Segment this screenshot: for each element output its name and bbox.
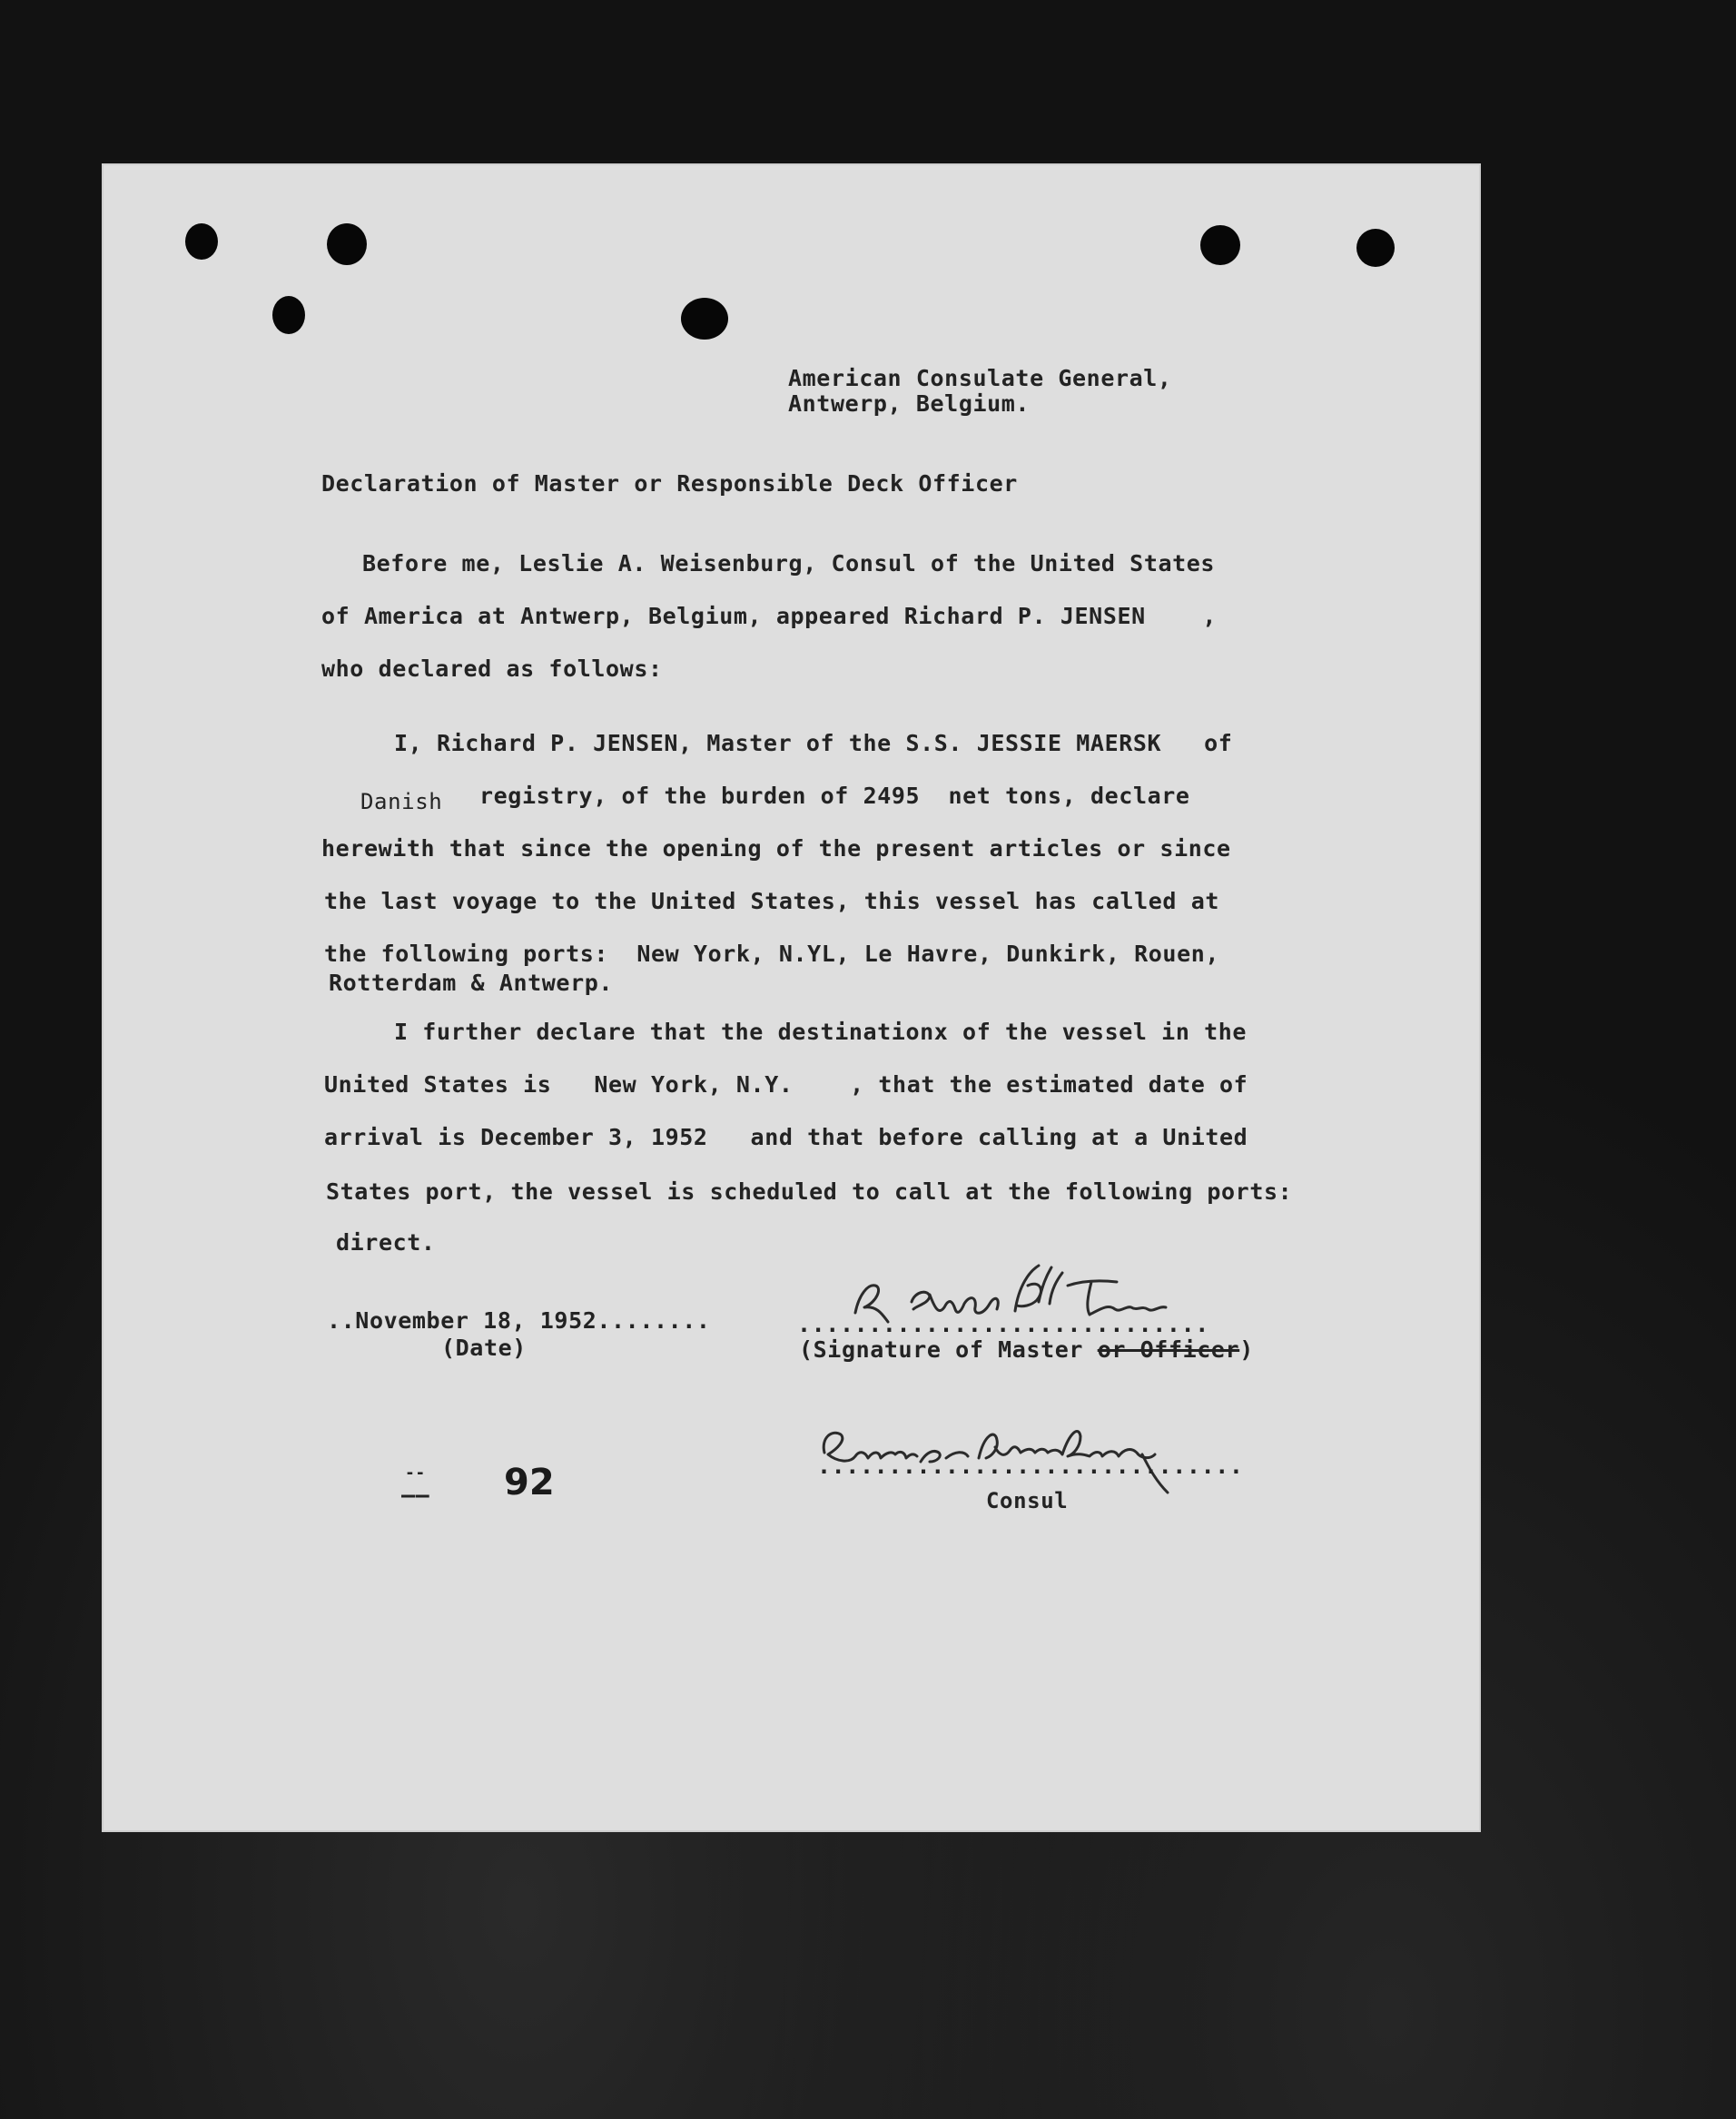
- declaration-line: direct.: [336, 1229, 436, 1256]
- intro-line: of America at Antwerp, Belgium, appeared Richard P. JENSEN ,: [321, 603, 1218, 629]
- document-title: Declaration of Master or Responsible Deck Officer: [321, 470, 1018, 497]
- punch-hole: [1356, 229, 1395, 267]
- intro-line: Before me, Leslie A. Weisenburg, Consul of the United States: [362, 550, 1216, 577]
- declaration-line: registry, of the burden of 2495 net tons, declare: [479, 783, 1190, 809]
- declaration-line: United States is New York, N.Y. , that the estimated date of: [324, 1071, 1248, 1098]
- consulate-header-line1: American Consulate General,: [788, 365, 1172, 391]
- declaration-line: herewith that since the opening of the present articles or since: [321, 835, 1231, 862]
- page-mark-dash: --: [405, 1464, 426, 1483]
- master-signature-dots: .............................: [797, 1311, 1209, 1337]
- punch-hole: [185, 223, 218, 260]
- punch-hole: [272, 296, 305, 334]
- page-number: 92: [504, 1462, 555, 1503]
- master-signature-label-suffix: ): [1239, 1336, 1254, 1363]
- document-page: [102, 163, 1481, 1832]
- declaration-line: the last voyage to the United States, this vessel has called at: [324, 888, 1220, 914]
- master-signature-label: [799, 1336, 1254, 1364]
- punch-hole: [681, 298, 728, 340]
- master-signature-label-prefix: (Signature of Master: [799, 1336, 1098, 1363]
- declaration-line: arrival is December 3, 1952 and that before calling at a United: [324, 1124, 1248, 1150]
- page-mark-dash: ——: [401, 1482, 430, 1508]
- consul-signature-dots: ..............................: [817, 1453, 1244, 1479]
- declaration-line: States port, the vessel is scheduled to call at the following ports:: [326, 1178, 1293, 1205]
- intro-line: who declared as follows:: [321, 655, 663, 682]
- date-label: (Date): [441, 1335, 527, 1361]
- declaration-line: Rotterdam & Antwerp.: [329, 970, 614, 996]
- consul-label: Consul: [986, 1488, 1069, 1513]
- date-value: ..November 18, 1952........: [327, 1307, 711, 1334]
- master-signature-label-struck: or Officer: [1097, 1336, 1240, 1363]
- punch-hole: [327, 223, 367, 265]
- declaration-line: the following ports: New York, N.YL, Le Havre, Dunkirk, Rouen,: [324, 941, 1220, 967]
- punch-hole: [1200, 225, 1240, 265]
- declaration-line: I further declare that the destinationx of the vessel in the: [394, 1019, 1248, 1045]
- registry-value: Danish: [360, 789, 443, 814]
- declaration-line: I, Richard P. JENSEN, Master of the S.S. JESSIE MAERSK of: [394, 730, 1233, 756]
- consulate-header-line2: Antwerp, Belgium.: [788, 390, 1031, 417]
